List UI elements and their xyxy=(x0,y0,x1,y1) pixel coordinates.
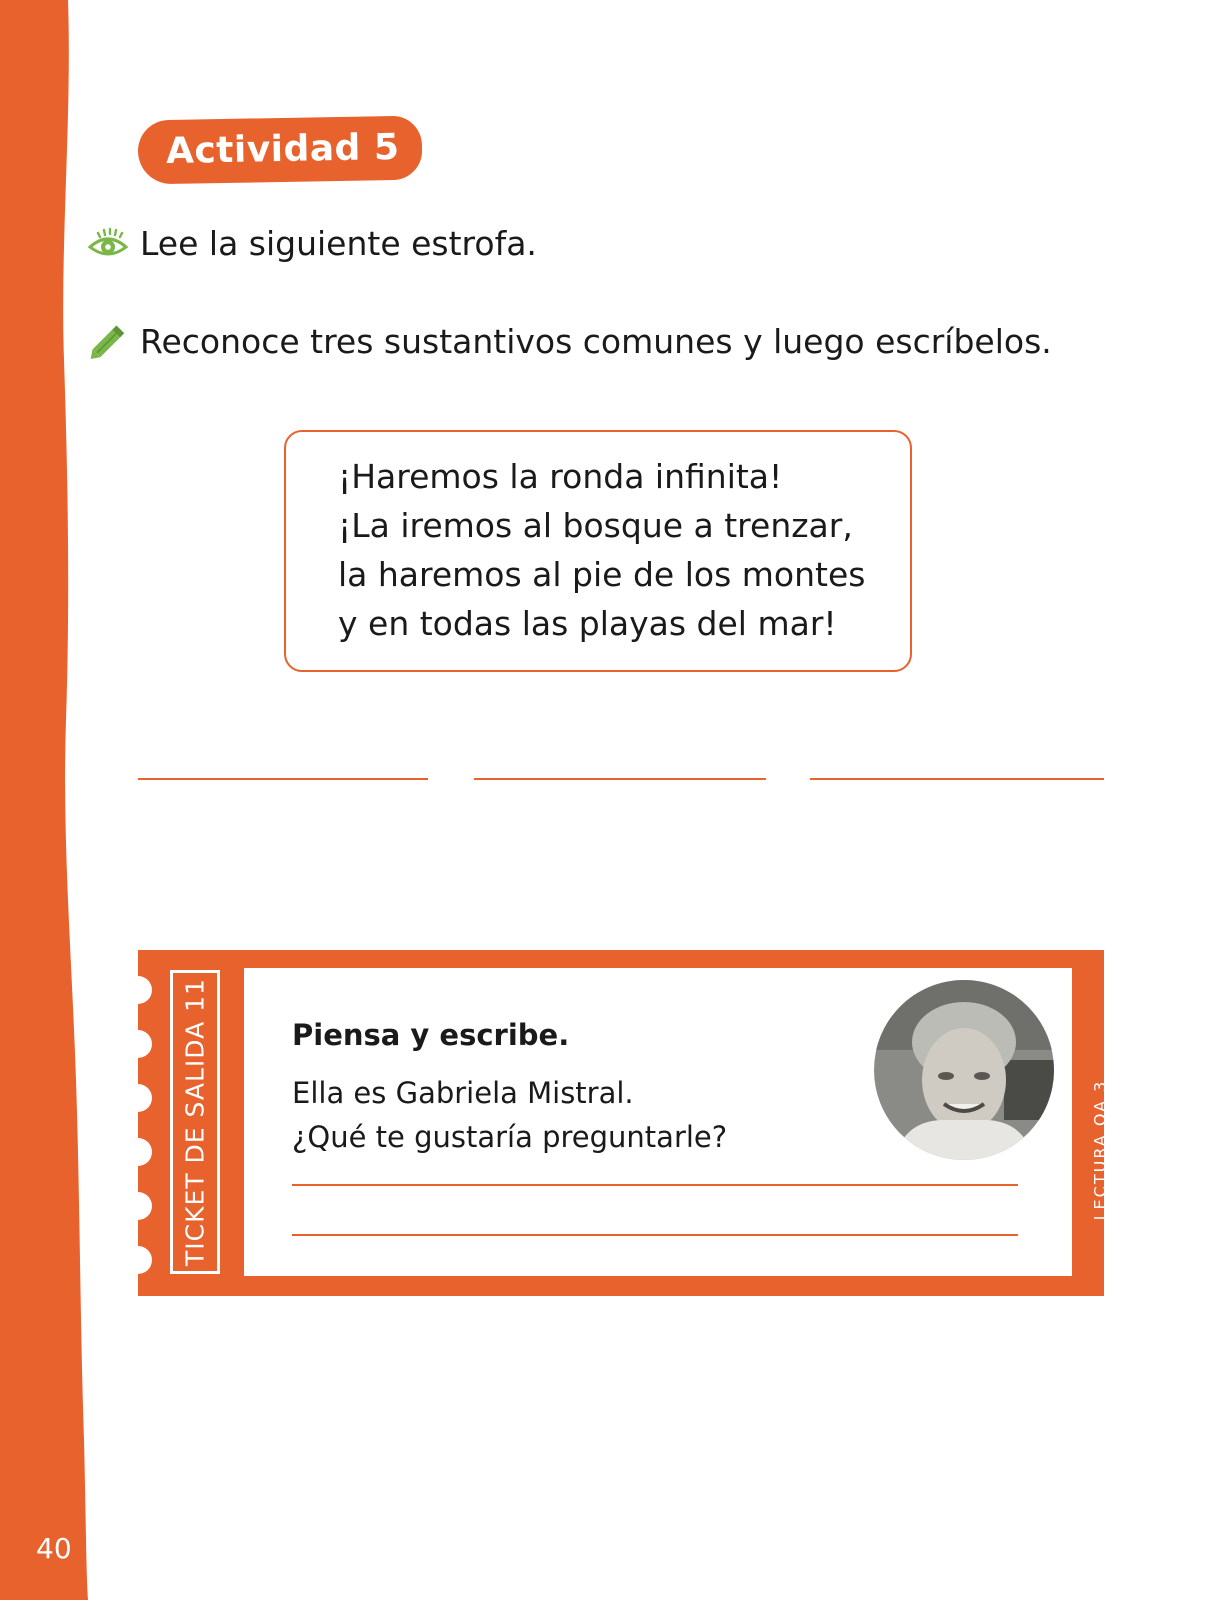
answer-blank-1[interactable] xyxy=(138,778,428,780)
ticket-answer-line-2[interactable] xyxy=(292,1234,1018,1236)
ticket-question: ¿Qué te gustaría preguntarle? xyxy=(292,1120,728,1154)
ticket-notch xyxy=(124,1192,152,1220)
ticket-notch xyxy=(124,1030,152,1058)
instruction-write xyxy=(86,316,1052,366)
eye-icon xyxy=(86,221,130,265)
ticket-notch xyxy=(124,1246,152,1274)
page-number: 40 xyxy=(36,1532,72,1565)
instruction-read xyxy=(86,218,537,268)
activity-badge xyxy=(137,116,422,185)
ticket-notch xyxy=(124,976,152,1004)
stanza-line: ¡La iremos al bosque a trenzar, xyxy=(338,506,853,545)
ticket-notch xyxy=(124,1138,152,1166)
ticket-heading: Piensa y escribe. xyxy=(292,1018,570,1052)
side-code-label: LECTURA OA 3 xyxy=(1090,1079,1110,1221)
ticket-notch xyxy=(124,1084,152,1112)
portrait-photo xyxy=(874,980,1054,1160)
stanza-line: la haremos al pie de los montes xyxy=(338,555,866,594)
stanza-line: y en todas las playas del mar! xyxy=(338,604,837,643)
ticket-answer-line-1[interactable] xyxy=(292,1184,1018,1186)
ticket-statement: Ella es Gabriela Mistral. xyxy=(292,1076,634,1110)
activity-title: Actividad 5 xyxy=(165,126,400,172)
stanza-box xyxy=(284,430,912,672)
instruction-write-text: Reconoce tres sustantivos comunes y luego escríbelos. xyxy=(140,321,1052,361)
side-band xyxy=(0,0,100,1600)
ticket-tab-label: TICKET DE SALIDA 11 xyxy=(180,978,210,1266)
stanza-line: ¡Haremos la ronda infinita! xyxy=(338,457,783,496)
stanza-lines xyxy=(338,452,865,648)
exit-ticket xyxy=(138,950,1110,1296)
answer-blank-2[interactable] xyxy=(474,778,766,780)
pencil-icon xyxy=(86,319,130,363)
instruction-read-text: Lee la siguiente estrofa. xyxy=(140,223,537,263)
ticket-tab xyxy=(170,970,220,1274)
ticket-content xyxy=(244,968,1072,1276)
side-code xyxy=(1088,1060,1112,1240)
answer-blank-3[interactable] xyxy=(810,778,1104,780)
